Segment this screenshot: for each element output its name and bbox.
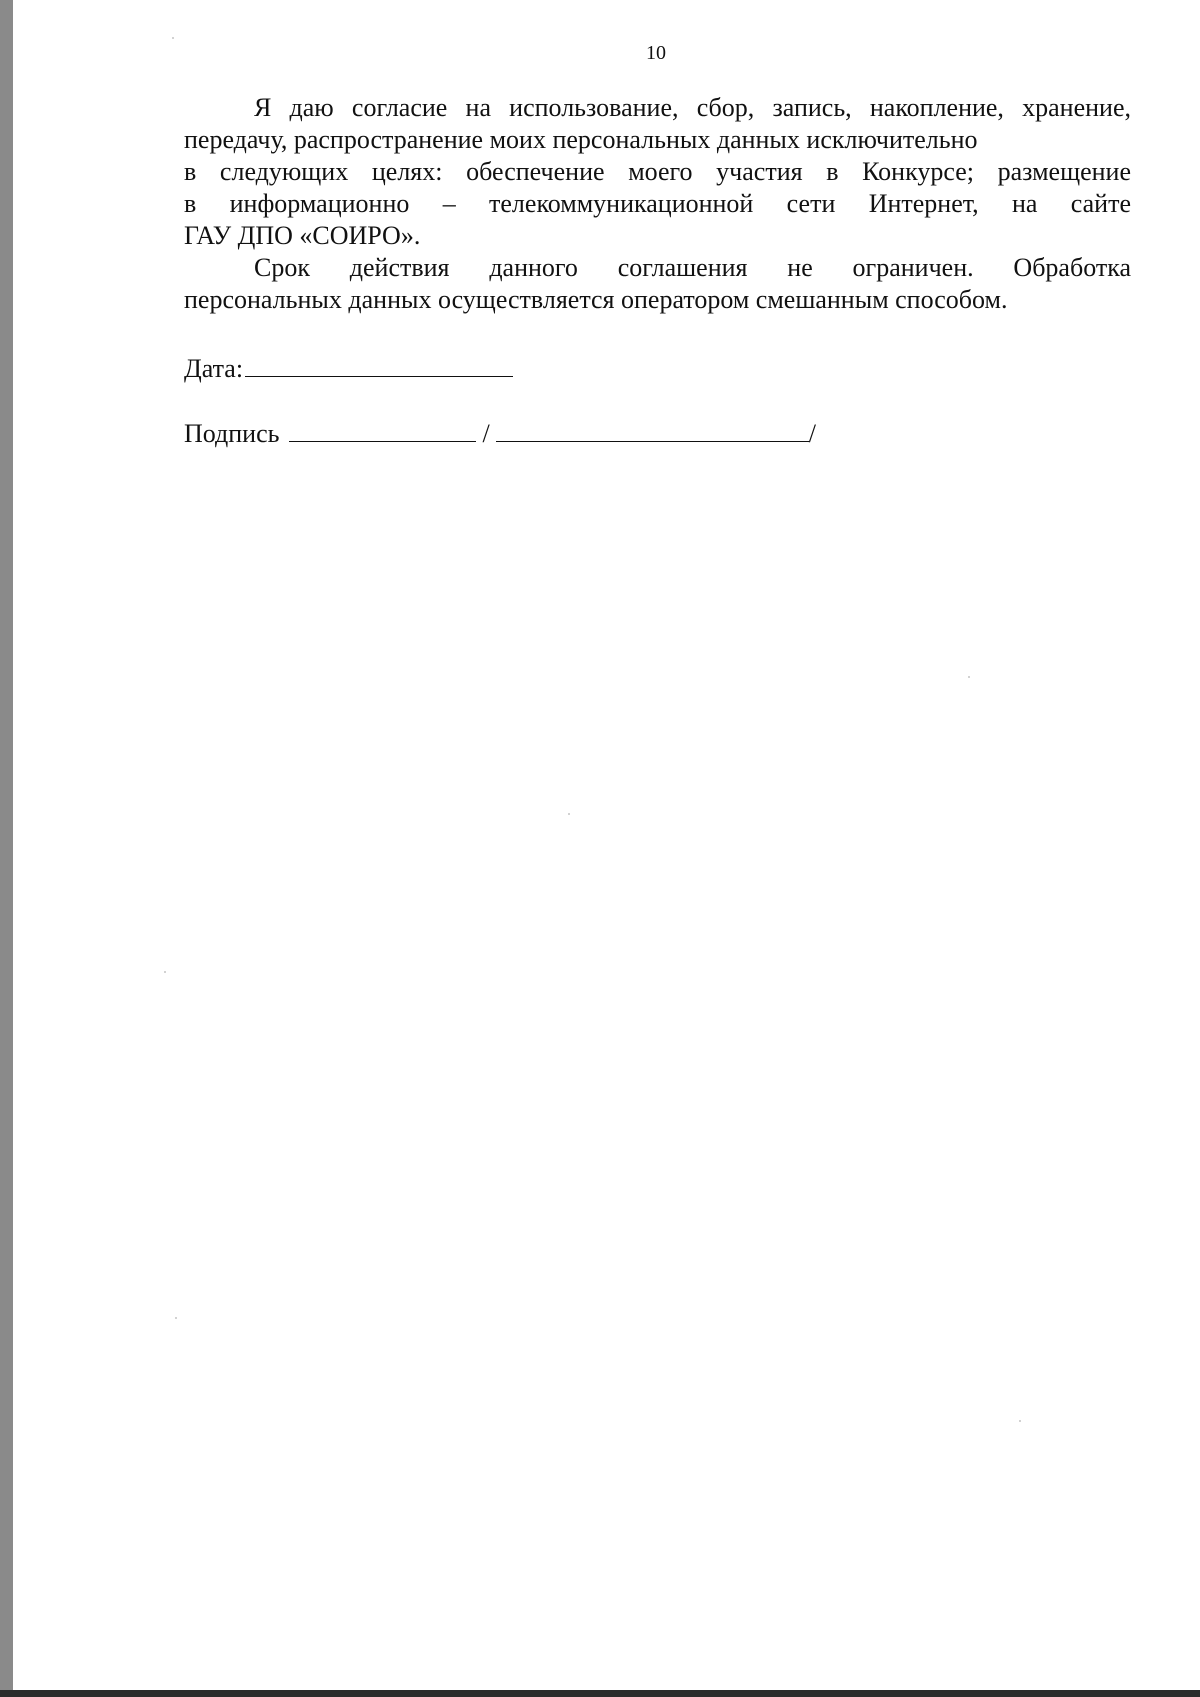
consent-paragraph-1-line-3: в следующих целях: обеспечение моего участия в Конкурсе; размещение	[184, 157, 1131, 186]
consent-paragraph-1-line-5: ГАУ ДПО «СОИРО».	[184, 221, 421, 250]
name-field-line[interactable]	[496, 417, 809, 442]
scan-speck	[175, 1317, 177, 1319]
consent-text	[184, 92, 1131, 316]
consent-paragraph-1-line-4: в информационно – телекоммуникационной сети Интернет, на сайте	[184, 189, 1131, 218]
signature-label: Подпись	[184, 419, 280, 448]
page-number: 10	[646, 42, 666, 64]
scan-speck	[164, 971, 166, 973]
signature-row	[184, 417, 816, 450]
scan-speck	[1019, 1420, 1021, 1422]
signature-separator: /	[482, 419, 490, 448]
signature-closing-slash: /	[808, 419, 816, 448]
consent-paragraph-2-line-2: персональных данных осуществляется оператором смешанным способом.	[184, 285, 1008, 314]
date-label: Дата:	[184, 354, 244, 383]
scan-bottom-edge	[0, 1690, 1200, 1697]
scan-speck	[172, 37, 174, 39]
scan-speck	[968, 676, 970, 678]
consent-paragraph-1-line-1: Я даю согласие на использование, сбор, запись, накопление, хранение,	[254, 93, 1131, 122]
date-field-line[interactable]	[245, 352, 513, 377]
consent-paragraph-2-line-1: Срок действия данного соглашения не ограничен. Обработка	[254, 253, 1131, 282]
scan-speck	[568, 813, 570, 815]
date-row	[184, 352, 513, 385]
consent-paragraph-1-line-2: передачу, распространение моих персональных данных исключительно	[184, 125, 978, 154]
signature-field-line[interactable]	[289, 417, 476, 442]
scan-left-edge	[0, 0, 13, 1697]
